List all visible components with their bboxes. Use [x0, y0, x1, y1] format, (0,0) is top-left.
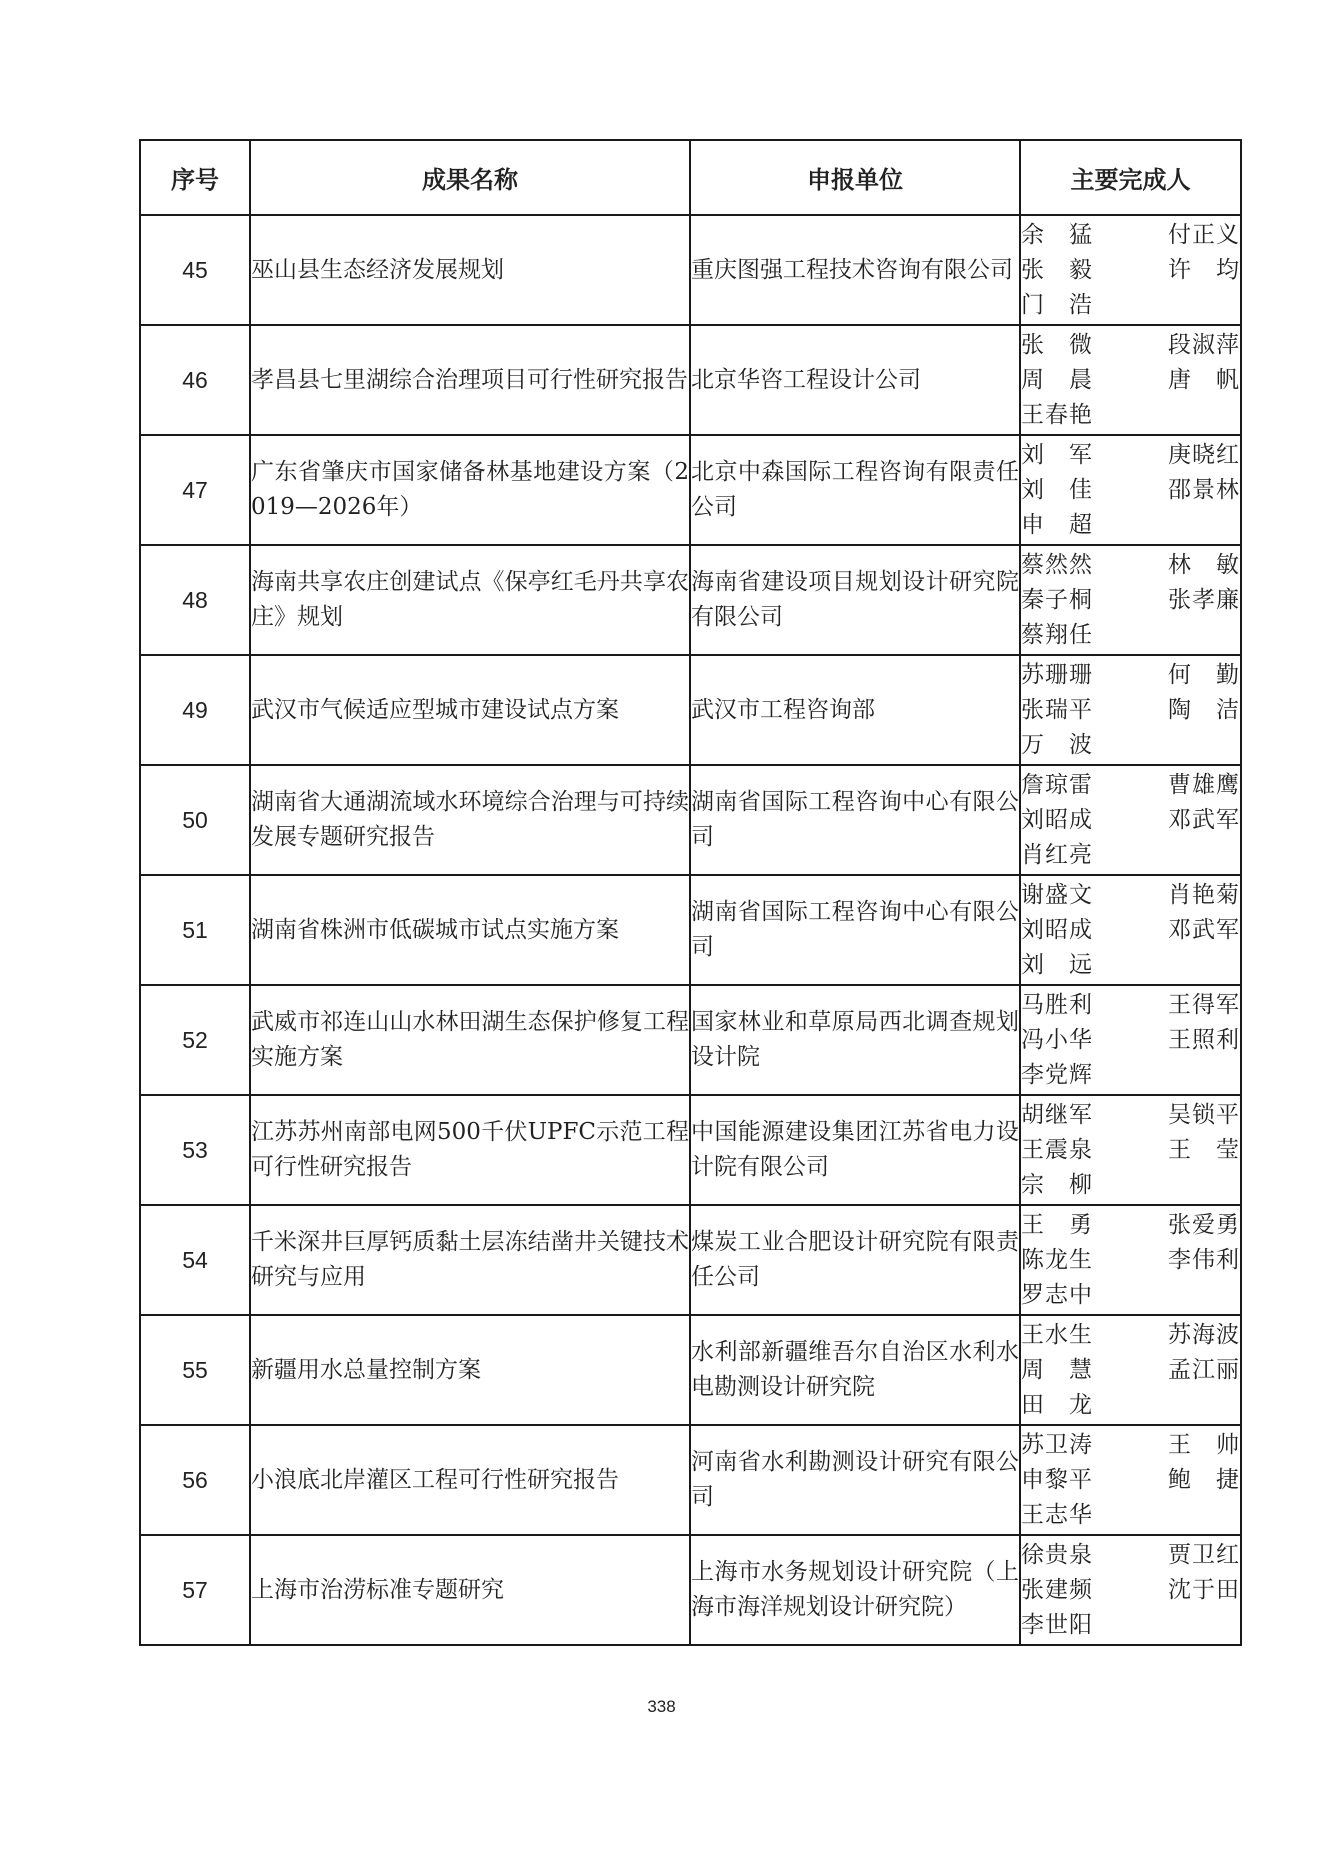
- person-name: 苏珊珊: [1021, 661, 1093, 688]
- person-name: 贾卫红: [1168, 1541, 1240, 1568]
- main-persons: [1020, 1205, 1241, 1315]
- person-name: 李世阳: [1021, 1611, 1093, 1638]
- header-row: [140, 140, 1241, 215]
- main-persons: [1020, 765, 1241, 875]
- person-list: [1021, 1318, 1240, 1423]
- person-name: 罗志中: [1021, 1281, 1093, 1308]
- table-row: [140, 1535, 1241, 1645]
- main-persons: [1020, 325, 1241, 435]
- main-persons: [1020, 215, 1241, 325]
- row-number: 52: [140, 985, 250, 1095]
- main-persons: [1020, 1315, 1241, 1425]
- person-name: 唐 帆: [1168, 366, 1240, 393]
- person-name: 陈龙生: [1021, 1246, 1093, 1273]
- applicant-unit: 重庆图强工程技术咨询有限公司: [690, 215, 1020, 325]
- person-name: 王志华: [1021, 1501, 1093, 1528]
- person-list: [1021, 1428, 1240, 1533]
- row-number: 53: [140, 1095, 250, 1205]
- person-list: [1021, 988, 1240, 1093]
- person-name: 蔡翔任: [1021, 621, 1093, 648]
- person-name: 李伟利: [1168, 1246, 1240, 1273]
- person-name: 刘 远: [1021, 951, 1093, 978]
- achievement-name: 海南共享农庄创建试点《保亭红毛丹共享农庄》规划: [250, 545, 690, 655]
- achievement-name: 武威市祁连山山水林田湖生态保护修复工程实施方案: [250, 985, 690, 1095]
- person-name: 蔡然然: [1021, 551, 1093, 578]
- achievement-name: 江苏苏州南部电网500千伏UPFC示范工程可行性研究报告: [250, 1095, 690, 1205]
- applicant-unit: 中国能源建设集团江苏省电力设计院有限公司: [690, 1095, 1020, 1205]
- person-name: 王 勇: [1021, 1211, 1093, 1238]
- person-name: 邵景林: [1168, 476, 1240, 503]
- person-name: 王春艳: [1021, 401, 1093, 428]
- person-name: 宗 柳: [1021, 1171, 1093, 1198]
- applicant-unit: 水利部新疆维吾尔自治区水利水电勘测设计研究院: [690, 1315, 1020, 1425]
- person-name: 张爱勇: [1168, 1211, 1240, 1238]
- main-persons: [1020, 1095, 1241, 1205]
- person-name: 邓武军: [1168, 806, 1240, 833]
- person-name: 万 波: [1021, 731, 1093, 758]
- table-row: [140, 985, 1241, 1095]
- person-list: [1021, 1208, 1240, 1313]
- table-row: [140, 215, 1241, 325]
- person-name: 张瑞平: [1021, 696, 1093, 723]
- row-number: 50: [140, 765, 250, 875]
- person-name: 段淑萍: [1168, 331, 1240, 358]
- person-name: 肖红亮: [1021, 841, 1093, 868]
- person-name: 马胜利: [1021, 991, 1093, 1018]
- applicant-unit: 煤炭工业合肥设计研究院有限责任公司: [690, 1205, 1020, 1315]
- main-persons: [1020, 875, 1241, 985]
- person-name: 王震泉: [1021, 1136, 1093, 1163]
- table-row: [140, 435, 1241, 545]
- person-name: 何 勤: [1168, 661, 1240, 688]
- person-list: [1021, 768, 1240, 873]
- achievement-name: 孝昌县七里湖综合治理项目可行性研究报告: [250, 325, 690, 435]
- achievement-name: 新疆用水总量控制方案: [250, 1315, 690, 1425]
- person-name: 张 毅: [1021, 256, 1093, 283]
- applicant-unit: 湖南省国际工程咨询中心有限公司: [690, 765, 1020, 875]
- person-name: 王 帅: [1168, 1431, 1240, 1458]
- person-name: 李党辉: [1021, 1061, 1093, 1088]
- person-name: 刘昭成: [1021, 916, 1093, 943]
- person-list: [1021, 1538, 1240, 1643]
- person-name: 冯小华: [1021, 1026, 1093, 1053]
- achievement-name: 小浪底北岸灌区工程可行性研究报告: [250, 1425, 690, 1535]
- row-number: 48: [140, 545, 250, 655]
- row-number: 47: [140, 435, 250, 545]
- person-name: 庚晓红: [1168, 441, 1240, 468]
- header-unit: 申报单位: [690, 140, 1020, 215]
- applicant-unit: 武汉市工程咨询部: [690, 655, 1020, 765]
- header-persons: 主要完成人: [1020, 140, 1241, 215]
- person-name: 苏卫涛: [1021, 1431, 1093, 1458]
- table-row: [140, 545, 1241, 655]
- person-name: 王 莹: [1168, 1136, 1240, 1163]
- achievement-name: 巫山县生态经济发展规划: [250, 215, 690, 325]
- main-persons: [1020, 1535, 1241, 1645]
- main-persons: [1020, 985, 1241, 1095]
- person-list: [1021, 548, 1240, 653]
- header-name: 成果名称: [250, 140, 690, 215]
- person-name: 陶 洁: [1168, 696, 1240, 723]
- person-name: 沈于田: [1168, 1576, 1240, 1603]
- person-name: 余 猛: [1021, 221, 1093, 248]
- table-row: [140, 1205, 1241, 1315]
- row-number: 49: [140, 655, 250, 765]
- person-list: [1021, 878, 1240, 983]
- person-list: [1021, 1098, 1240, 1203]
- achievement-name: 湖南省大通湖流域水环境综合治理与可持续发展专题研究报告: [250, 765, 690, 875]
- person-name: 张孝廉: [1168, 586, 1240, 613]
- applicant-unit: 北京中森国际工程咨询有限责任公司: [690, 435, 1020, 545]
- person-name: 刘昭成: [1021, 806, 1093, 833]
- person-list: [1021, 218, 1240, 323]
- page-number: 338: [647, 1697, 676, 1716]
- person-name: 曹雄鹰: [1168, 771, 1240, 798]
- table-row: [140, 1315, 1241, 1425]
- main-persons: [1020, 1425, 1241, 1535]
- person-name: 刘 军: [1021, 441, 1093, 468]
- header-no: 序号: [140, 140, 250, 215]
- applicant-unit: 河南省水利勘测设计研究有限公司: [690, 1425, 1020, 1535]
- person-name: 周 晨: [1021, 366, 1093, 393]
- person-name: 王得军: [1168, 991, 1240, 1018]
- table-row: [140, 1425, 1241, 1535]
- row-number: 55: [140, 1315, 250, 1425]
- applicant-unit: 海南省建设项目规划设计研究院有限公司: [690, 545, 1020, 655]
- person-name: 詹琼雷: [1021, 771, 1093, 798]
- table-row: [140, 655, 1241, 765]
- main-persons: [1020, 435, 1241, 545]
- person-name: 吴锁平: [1168, 1101, 1240, 1128]
- person-name: 邓武军: [1168, 916, 1240, 943]
- achievement-name: 武汉市气候适应型城市建设试点方案: [250, 655, 690, 765]
- person-name: 周 慧: [1021, 1356, 1093, 1383]
- person-name: 鲍 捷: [1168, 1466, 1240, 1493]
- person-name: 许 均: [1168, 256, 1240, 283]
- person-name: 门 浩: [1021, 291, 1093, 318]
- main-persons: [1020, 655, 1241, 765]
- person-name: 林 敏: [1168, 551, 1240, 578]
- person-name: 孟江丽: [1168, 1356, 1240, 1383]
- achievement-name: 广东省肇庆市国家储备林基地建设方案（2019—2026年）: [250, 435, 690, 545]
- awards-table: [139, 139, 1242, 1646]
- row-number: 45: [140, 215, 250, 325]
- table-row: [140, 765, 1241, 875]
- row-number: 51: [140, 875, 250, 985]
- applicant-unit: 国家林业和草原局西北调查规划设计院: [690, 985, 1020, 1095]
- applicant-unit: 北京华咨工程设计公司: [690, 325, 1020, 435]
- person-list: [1021, 658, 1240, 763]
- person-name: 申黎平: [1021, 1466, 1093, 1493]
- achievement-name: 湖南省株洲市低碳城市试点实施方案: [250, 875, 690, 985]
- person-name: 付正义: [1168, 221, 1240, 248]
- person-name: 刘 佳: [1021, 476, 1093, 503]
- table-row: [140, 1095, 1241, 1205]
- person-name: 谢盛文: [1021, 881, 1093, 908]
- person-name: 张建频: [1021, 1576, 1093, 1603]
- person-name: 苏海波: [1168, 1321, 1240, 1348]
- table-row: [140, 325, 1241, 435]
- row-number: 46: [140, 325, 250, 435]
- person-name: 申 超: [1021, 511, 1093, 538]
- person-name: 胡继军: [1021, 1101, 1093, 1128]
- person-name: 肖艳菊: [1168, 881, 1240, 908]
- row-number: 56: [140, 1425, 250, 1535]
- achievement-name: 千米深井巨厚钙质黏土层冻结凿井关键技术研究与应用: [250, 1205, 690, 1315]
- row-number: 57: [140, 1535, 250, 1645]
- person-name: 张 微: [1021, 331, 1093, 358]
- person-name: 王水生: [1021, 1321, 1093, 1348]
- person-name: 田 龙: [1021, 1391, 1093, 1418]
- row-number: 54: [140, 1205, 250, 1315]
- applicant-unit: 上海市水务规划设计研究院（上海市海洋规划设计研究院）: [690, 1535, 1020, 1645]
- person-list: [1021, 328, 1240, 433]
- achievement-name: 上海市治涝标准专题研究: [250, 1535, 690, 1645]
- person-name: 徐贵泉: [1021, 1541, 1093, 1568]
- person-list: [1021, 438, 1240, 543]
- person-name: 秦子桐: [1021, 586, 1093, 613]
- applicant-unit: 湖南省国际工程咨询中心有限公司: [690, 875, 1020, 985]
- main-persons: [1020, 545, 1241, 655]
- table-row: [140, 875, 1241, 985]
- person-name: 王照利: [1168, 1026, 1240, 1053]
